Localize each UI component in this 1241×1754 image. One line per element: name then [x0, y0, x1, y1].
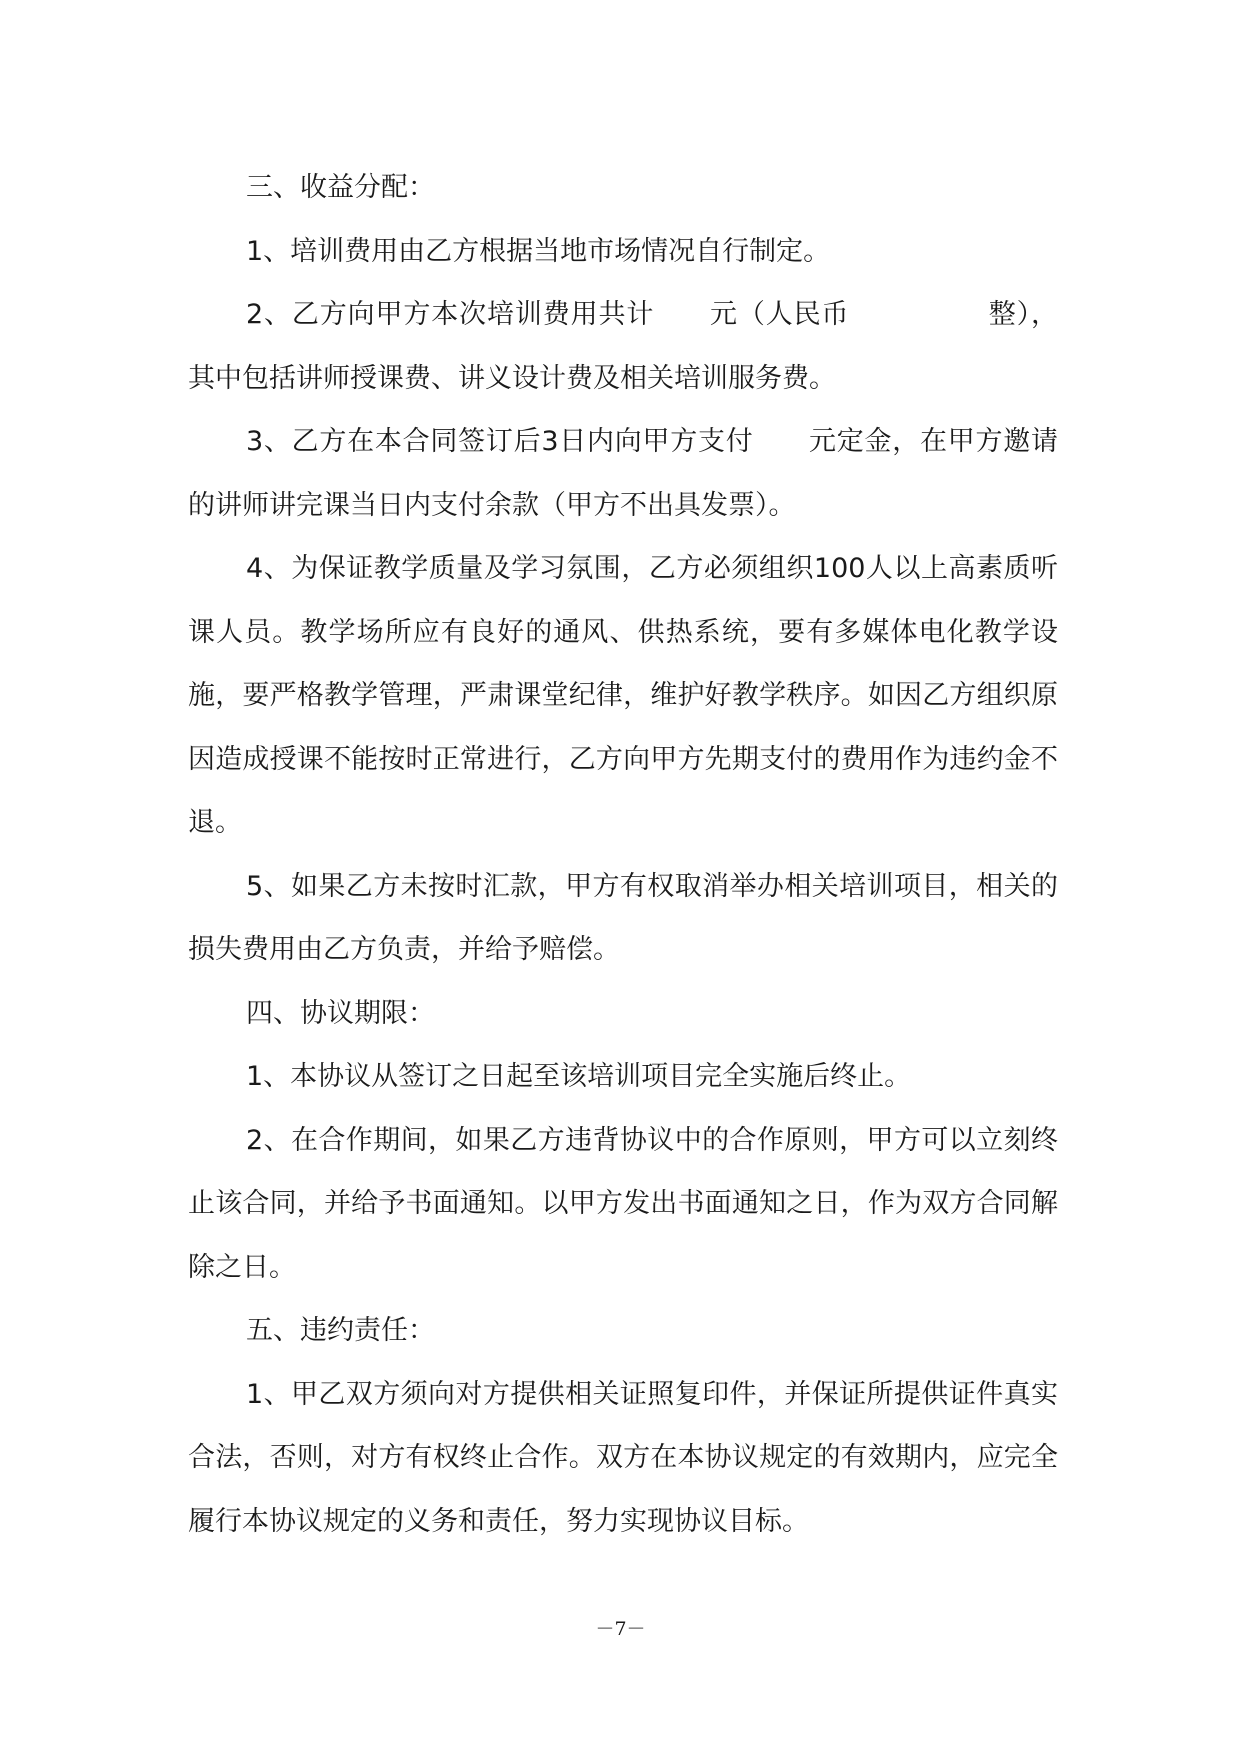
clause-4-2: 2、在合作期间，如果乙方违背协议中的合作原则，甲方可以立刻终止该合同，并给予书面通知。以甲方发出书面通知之日，作为双方合同解除之日。 [188, 1124, 1058, 1283]
clause-3-3: 3、乙方在本合同签订后3日内向甲方支付 元定金，在甲方邀请的讲师讲完课当日内支付余款（甲方不出具发票）。 [188, 426, 1058, 521]
document-body [188, 156, 1058, 1553]
clause-3-5: 5、如果乙方未按时汇款，甲方有权取消举办相关培训项目，相关的损失费用由乙方负责，并给予赔偿。 [188, 870, 1058, 965]
clause-3-1: 1、培训费用由乙方根据当地市场情况自行制定。 [246, 235, 831, 267]
page-number: －7－ [595, 1618, 646, 1640]
section-heading-term: 四、协议期限： [246, 997, 435, 1029]
clause-5-1: 1、甲乙双方须向对方提供相关证照复印件，并保证所提供证件真实合法，否则，对方有权终止合作。双方在本协议规定的有效期内，应完全履行本协议规定的义务和责任，努力实现协议目标。 [188, 1378, 1058, 1537]
clause-3-4: 4、为保证教学质量及学习氛围，乙方必须组织100人以上高素质听课人员。教学场所应有良好的通风、供热系统，要有多媒体电化教学设施，要严格教学管理，严肃课堂纪律，维护好教学秩序。如因乙方组织原因造成授课不能按时正常进行，乙方向甲方先期支付的费用作为违约金不退。 [188, 553, 1058, 838]
section-heading-revenue: 三、收益分配： [246, 172, 435, 203]
section-heading-liability: 五、违约责任： [246, 1315, 435, 1346]
clause-3-2: 2、乙方向甲方本次培训费用共计 元（人民币 整），其中包括讲师授课费、讲义设计费及相关培训服务费。 [188, 299, 1058, 394]
clause-4-1: 1、本协议从签订之日起至该培训项目完全实施后终止。 [246, 1061, 912, 1092]
